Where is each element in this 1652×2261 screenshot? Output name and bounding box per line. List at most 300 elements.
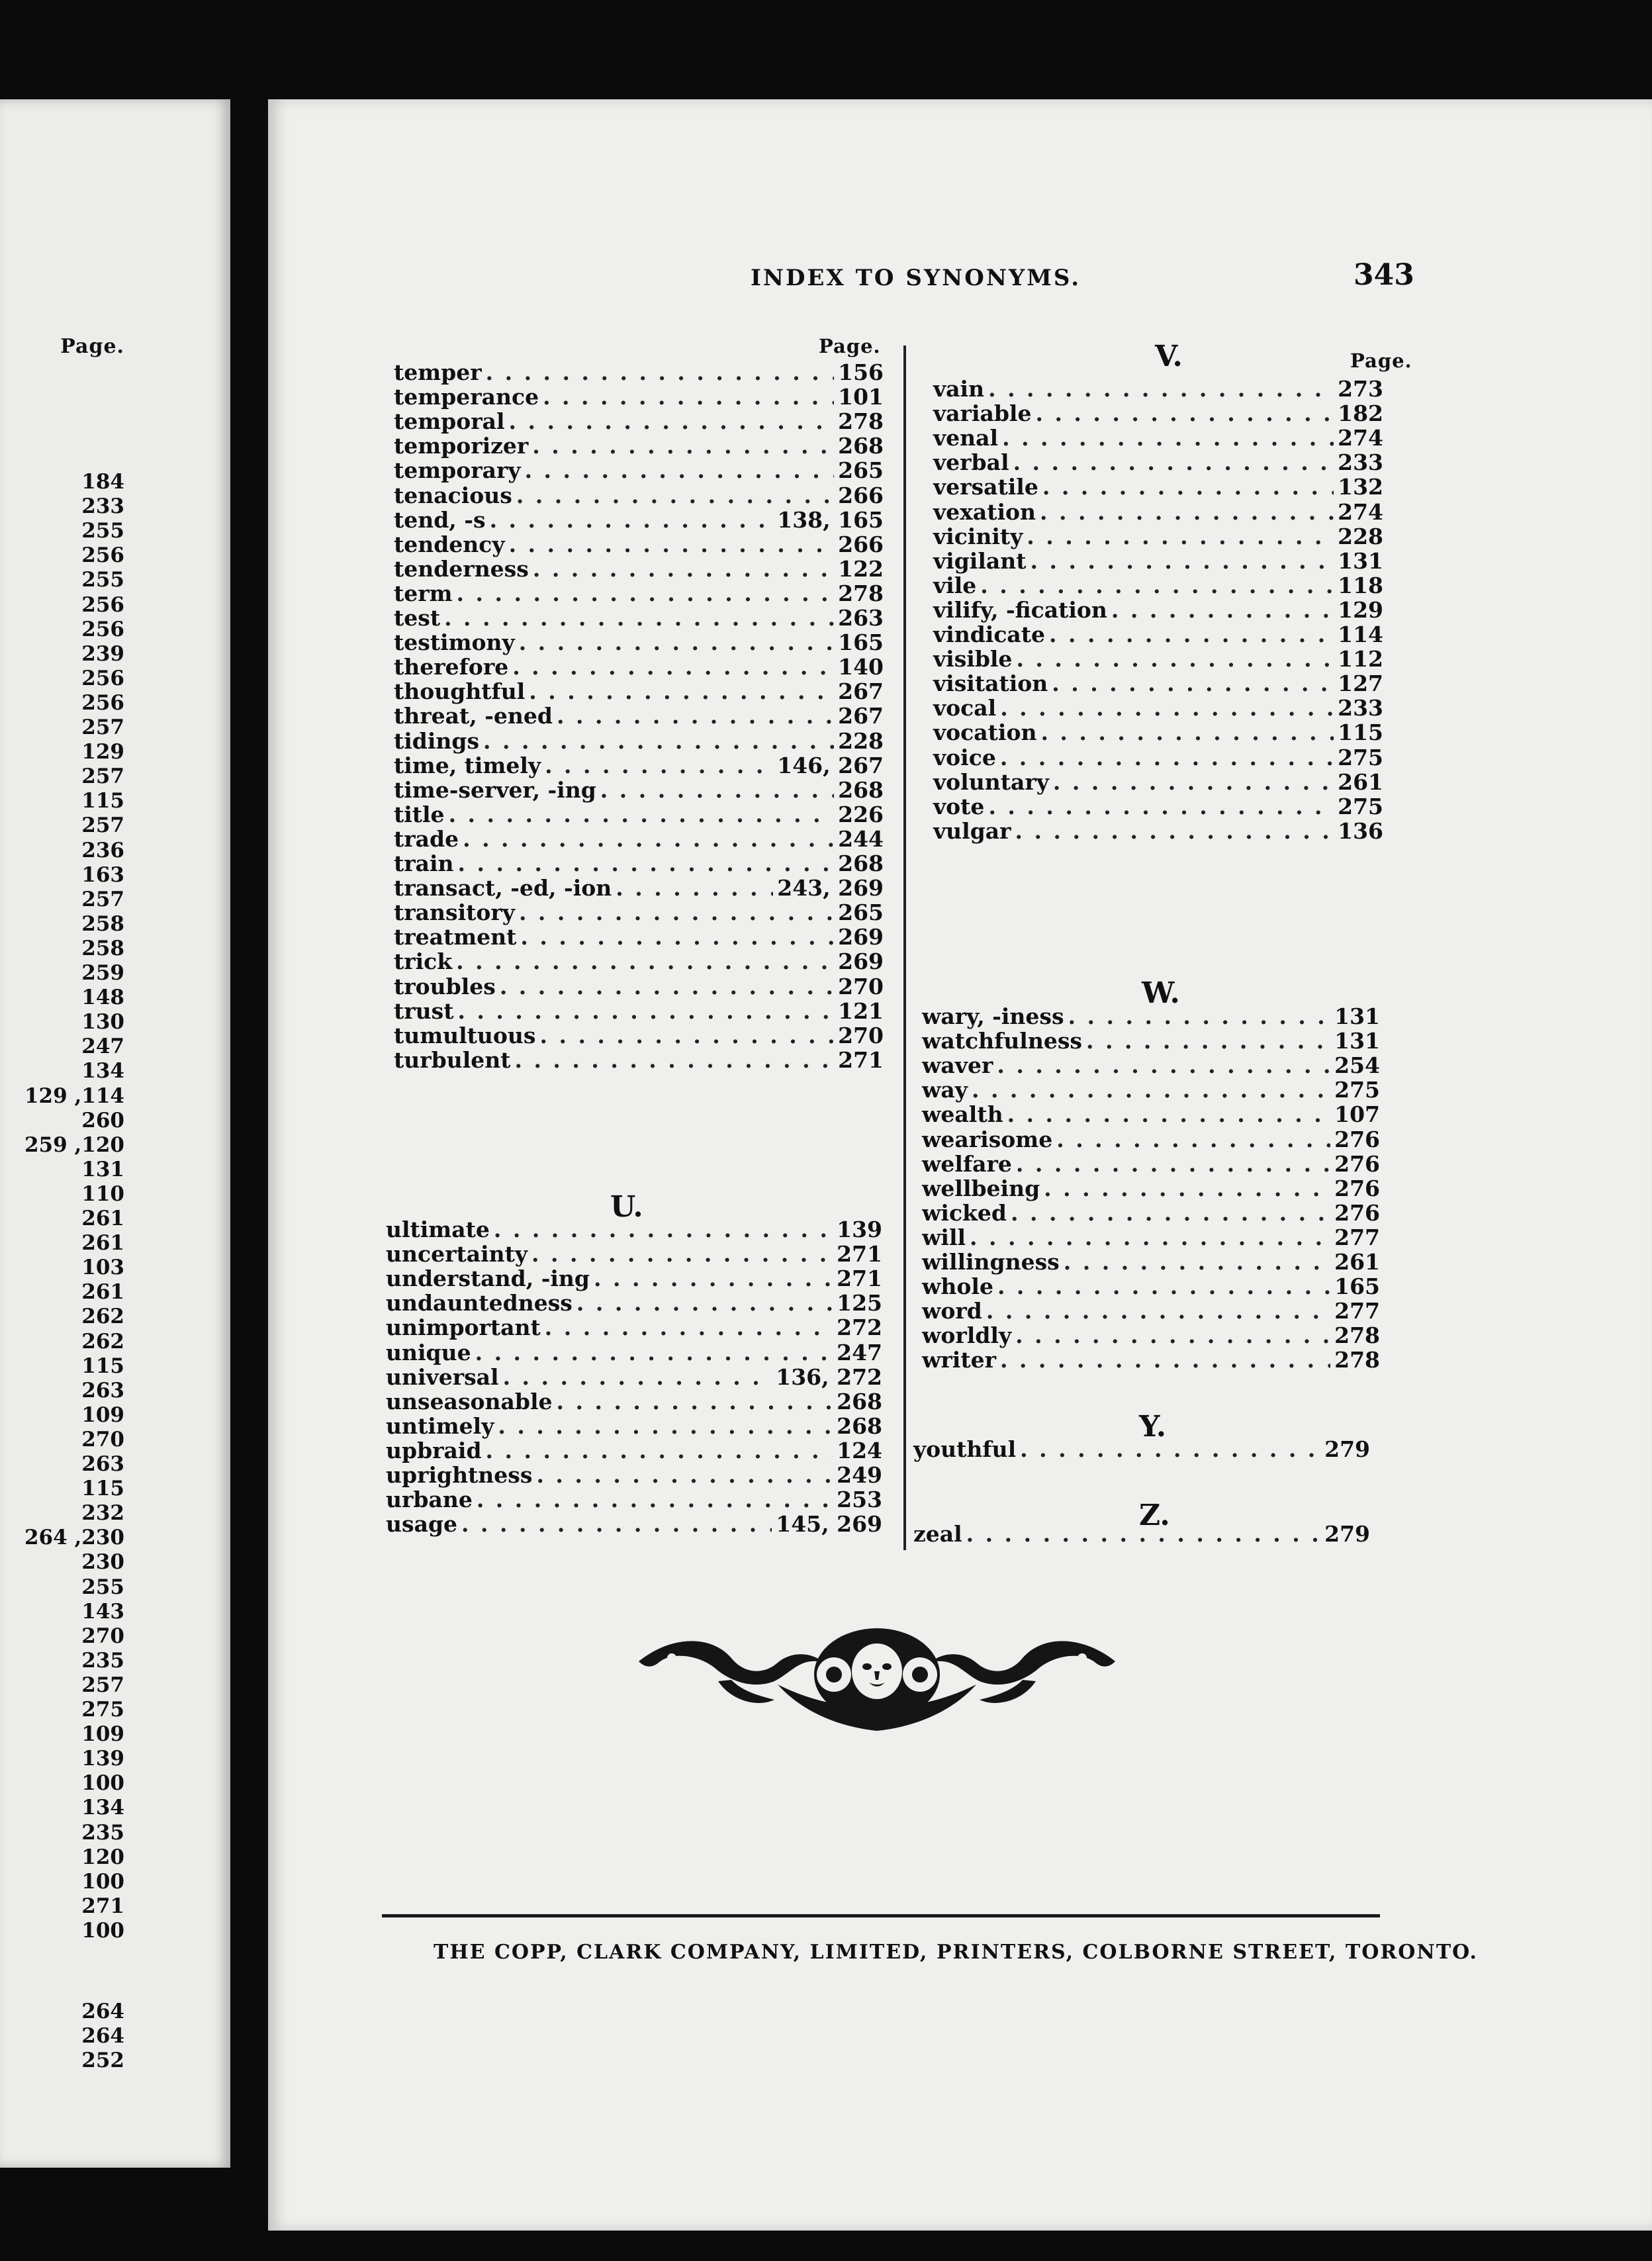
left-page-page-number: 256	[81, 592, 124, 617]
w-entry	[922, 1324, 1380, 1348]
index-term: vilify, -fication	[933, 596, 1107, 623]
dot-leader	[520, 925, 834, 949]
left-page-page-number: 256	[81, 543, 124, 568]
left-page-page-number: 258	[81, 936, 124, 960]
u-entry	[386, 1316, 882, 1340]
page-reference: 146, 267	[777, 752, 884, 778]
index-term: uprightness	[386, 1462, 533, 1488]
dot-leader	[1030, 549, 1334, 573]
page-reference: 272	[837, 1315, 882, 1341]
w-entry	[922, 1103, 1380, 1127]
left-page-page-number: 232	[81, 1501, 124, 1526]
page-reference: 247	[837, 1339, 882, 1365]
page-reference: 125	[837, 1290, 882, 1316]
dot-leader	[449, 803, 835, 827]
dot-leader	[600, 778, 834, 802]
page-reference: 276	[1334, 1150, 1380, 1177]
index-term: therefore	[394, 654, 509, 680]
dot-leader	[486, 1439, 833, 1463]
dot-leader	[543, 385, 834, 409]
dot-leader	[988, 377, 1334, 401]
page-reference: 276	[1334, 1126, 1380, 1152]
w-entry	[922, 1005, 1380, 1029]
t-entry	[394, 508, 884, 532]
v-entry	[933, 819, 1383, 843]
page-reference: 277	[1334, 1298, 1380, 1324]
w-entry	[922, 1299, 1380, 1323]
u-entry	[386, 1439, 882, 1463]
left-page-page-number: 255	[81, 568, 124, 592]
dot-leader	[1000, 1348, 1330, 1372]
v-entry	[933, 770, 1383, 794]
page-reference: 279	[1324, 1436, 1370, 1462]
footer-rule	[382, 1914, 1380, 1917]
t-entry	[394, 533, 884, 557]
page-reference: 138, 165	[777, 506, 884, 533]
dot-leader	[531, 1242, 833, 1266]
page-reference: 253	[837, 1487, 882, 1513]
index-term: will	[922, 1224, 966, 1250]
page-reference: 269	[838, 924, 884, 950]
index-term: unseasonable	[386, 1388, 553, 1414]
page-reference: 243, 269	[777, 875, 884, 901]
right-column-page-header: Page.	[1350, 349, 1412, 372]
dot-leader	[997, 1275, 1330, 1299]
index-term: vulgar	[933, 817, 1011, 844]
index-term: zeal	[913, 1521, 962, 1547]
left-page-page-number: 258	[81, 911, 124, 936]
index-term: unique	[386, 1339, 471, 1365]
index-term: time-server, -ing	[394, 776, 596, 803]
page-reference: 278	[838, 408, 884, 435]
u-entry	[386, 1218, 882, 1242]
previous-page	[0, 99, 230, 2168]
index-term: wary, -iness	[922, 1003, 1064, 1029]
index-term: welfare	[922, 1150, 1012, 1177]
left-page-page-number: 115	[81, 1354, 124, 1378]
left-page-page-number: 257	[81, 715, 124, 739]
index-term: tenderness	[394, 555, 529, 582]
index-term: venal	[933, 425, 999, 451]
left-page-page-number: 129	[81, 740, 124, 764]
dot-leader	[1035, 402, 1334, 426]
page-reference: 228	[838, 727, 884, 754]
dot-leader	[1086, 1029, 1330, 1053]
index-term: wellbeing	[922, 1175, 1040, 1201]
index-term: upbraid	[386, 1437, 482, 1463]
index-term: ultimate	[386, 1217, 490, 1242]
dot-leader	[532, 434, 834, 458]
left-page-page-number: 257	[81, 764, 124, 789]
page-reference: 275	[1338, 793, 1383, 819]
dot-leader	[1011, 1201, 1330, 1225]
t-entry	[394, 582, 884, 606]
u-entry	[386, 1414, 882, 1438]
index-term: wearisome	[922, 1126, 1053, 1152]
index-term: trade	[394, 825, 459, 852]
dot-leader	[1015, 1324, 1330, 1348]
z-entry	[913, 1522, 1370, 1546]
left-page-page-number: 257	[81, 1673, 124, 1697]
u-entry	[386, 1512, 882, 1536]
index-term: urbane	[386, 1487, 473, 1513]
left-page-page-number: 235	[81, 1820, 124, 1845]
index-term: tumultuous	[394, 1022, 536, 1048]
page-reference: 228	[1338, 523, 1383, 549]
dot-leader	[494, 1218, 833, 1242]
t-entry	[394, 1024, 884, 1048]
dot-leader	[972, 1078, 1330, 1102]
left-page-page-number: 256	[81, 617, 124, 641]
u-entry	[386, 1390, 882, 1414]
page-reference: 124	[837, 1437, 882, 1463]
left-page-page-number: 120	[81, 1845, 124, 1869]
dot-leader	[461, 1512, 772, 1536]
dot-leader	[545, 754, 773, 778]
index-term: thoughtful	[394, 678, 526, 705]
page-reference: 265	[838, 457, 884, 484]
left-page-page-number: 262	[81, 1305, 124, 1329]
page-reference: 279	[1324, 1521, 1370, 1547]
index-term: testimony	[394, 629, 515, 656]
dot-leader	[1020, 1438, 1320, 1461]
left-page-page-number: 230	[81, 1550, 124, 1575]
dot-leader	[1056, 1128, 1330, 1152]
section-heading-u: U.	[610, 1190, 643, 1224]
dot-leader	[533, 557, 834, 581]
dot-leader	[500, 975, 834, 999]
v-entry	[933, 574, 1383, 598]
left-page-page-number: 257	[81, 813, 124, 838]
dot-leader	[519, 631, 834, 655]
left-page-page-number: 256	[81, 690, 124, 715]
index-term: trick	[394, 948, 453, 975]
page-reference: 270	[838, 1022, 884, 1048]
dot-leader	[457, 582, 835, 606]
page-reference: 276	[1334, 1175, 1380, 1201]
index-term: temporizer	[394, 433, 529, 459]
left-page-page-number: 261	[81, 1280, 124, 1305]
left-page-page-number: 139	[81, 1747, 124, 1771]
index-term: universal	[386, 1363, 499, 1390]
left-page-page-number: 264	[81, 2024, 124, 2049]
left-page-page-number: 247	[81, 1035, 124, 1059]
left-page-page-number: 109	[81, 1403, 124, 1427]
index-term: vile	[933, 572, 977, 598]
page-reference: 268	[838, 851, 884, 876]
index-term: variable	[933, 400, 1032, 427]
left-page-page-number: 255	[81, 519, 124, 543]
index-term: vocation	[933, 719, 1037, 746]
index-term: voluntary	[933, 768, 1049, 795]
dot-leader	[545, 1316, 833, 1340]
page-reference: 226	[838, 801, 884, 827]
dot-leader	[966, 1522, 1320, 1546]
v-entry	[933, 402, 1383, 426]
index-term: youthful	[913, 1436, 1017, 1462]
left-column-page-header: Page.	[819, 335, 881, 357]
page-reference: 233	[1338, 449, 1383, 476]
v-entry	[933, 525, 1383, 549]
left-page-page-number: 163	[81, 862, 124, 887]
page-reference: 276	[1334, 1199, 1380, 1226]
t-entry	[394, 950, 884, 974]
dot-leader	[509, 533, 835, 557]
page-reference: 277	[1334, 1224, 1380, 1250]
t-entry	[394, 459, 884, 483]
left-page-page-number: 260	[81, 1108, 124, 1132]
page-reference: 261	[1334, 1249, 1380, 1275]
left-page-page-number: 262	[81, 1329, 124, 1354]
page-reference: 136	[1338, 817, 1383, 844]
index-term: understand, -ing	[386, 1266, 590, 1292]
dot-leader	[557, 704, 834, 728]
page-reference: 156	[838, 359, 884, 385]
v-entry	[933, 696, 1383, 720]
dot-leader	[477, 1488, 833, 1512]
left-page-page-number: 109	[81, 1722, 124, 1747]
index-term: wealth	[922, 1101, 1003, 1128]
page-reference: 118	[1338, 572, 1383, 598]
section-heading-z: Z.	[1139, 1499, 1170, 1532]
left-page-page-number: 261	[81, 1207, 124, 1230]
t-entry	[394, 778, 884, 802]
t-entry	[394, 729, 884, 753]
page-reference: 270	[838, 973, 884, 999]
index-term: undauntedness	[386, 1290, 573, 1316]
index-term: threat, -ened	[394, 703, 553, 729]
dot-leader	[1007, 1103, 1331, 1127]
index-term: usage	[386, 1511, 458, 1538]
left-page-page-number: 134	[81, 1796, 124, 1820]
v-entry	[933, 721, 1383, 745]
dot-leader	[525, 459, 835, 483]
v-entry	[933, 451, 1383, 475]
dot-leader	[616, 876, 773, 900]
dot-leader	[1000, 746, 1334, 770]
column-divider	[903, 346, 906, 1550]
page-reference: 129	[1338, 596, 1383, 623]
v-entry	[933, 598, 1383, 622]
index-term: watchfulness	[922, 1028, 1082, 1054]
page-reference: 132	[1338, 474, 1383, 500]
page-reference: 266	[838, 482, 884, 508]
dot-leader	[970, 1226, 1330, 1250]
dot-leader	[1068, 1005, 1331, 1029]
index-term: writer	[922, 1347, 996, 1373]
t-entry	[394, 852, 884, 876]
index-term: troubles	[394, 973, 496, 999]
index-term: vote	[933, 793, 985, 819]
page-reference: 182	[1338, 400, 1383, 427]
t-entry	[394, 876, 884, 900]
page-reference: 271	[837, 1266, 882, 1292]
dot-leader	[1042, 475, 1334, 499]
w-entry	[922, 1029, 1380, 1053]
t-entry	[394, 631, 884, 655]
t-entry	[394, 655, 884, 679]
left-page-page-number: 103	[81, 1256, 124, 1280]
left-page-page-number: 184	[81, 470, 124, 494]
t-entry	[394, 704, 884, 728]
printer-imprint: THE COPP, CLARK COMPANY, LIMITED, PRINTERS, COLBORNE STREET, TORONTO.	[434, 1941, 1478, 1964]
index-term: vain	[933, 376, 985, 402]
index-term: temporal	[394, 408, 505, 435]
index-term: turbulent	[394, 1046, 511, 1073]
v-entry	[933, 795, 1383, 819]
index-term: tendency	[394, 531, 505, 557]
dot-leader	[1027, 525, 1334, 549]
w-entry	[922, 1152, 1380, 1176]
dot-leader	[1000, 696, 1334, 720]
index-term: vicinity	[933, 523, 1023, 549]
page-number: 343	[1354, 258, 1414, 292]
page-reference: 278	[1334, 1322, 1380, 1349]
w-entry	[922, 1054, 1380, 1078]
page-reference: 275	[1338, 744, 1383, 770]
u-entry	[386, 1267, 882, 1291]
dot-leader	[1002, 426, 1334, 450]
v-entry	[933, 377, 1383, 401]
page-reference: 268	[838, 776, 884, 803]
page-reference: 268	[837, 1388, 882, 1414]
left-page-page-number: 115	[81, 1477, 124, 1501]
page-reference: 112	[1338, 646, 1383, 672]
left-page-page-number: 134	[81, 1059, 124, 1084]
dot-leader	[594, 1267, 833, 1291]
u-entry	[386, 1291, 882, 1315]
dot-leader	[519, 901, 834, 925]
t-entry	[394, 385, 884, 409]
page-reference: 127	[1338, 670, 1383, 697]
v-entry	[933, 549, 1383, 573]
index-term: unimportant	[386, 1315, 541, 1341]
page-reference: 140	[838, 654, 884, 680]
t-entry	[394, 410, 884, 434]
left-page-page-number: 271	[81, 1894, 124, 1918]
page-reference: 107	[1334, 1101, 1380, 1128]
page-reference: 275	[1334, 1077, 1380, 1103]
left-page-page-number: 239	[81, 641, 124, 666]
index-term: temporary	[394, 457, 521, 484]
dot-leader	[483, 729, 834, 753]
dot-leader	[458, 852, 835, 876]
dot-leader	[514, 1048, 834, 1072]
t-entry	[394, 901, 884, 925]
page-reference: 273	[1338, 376, 1383, 402]
dot-leader	[457, 999, 834, 1023]
left-page-page-number: 235	[81, 1648, 124, 1673]
page-reference: 271	[838, 1046, 884, 1073]
v-entry	[933, 623, 1383, 647]
index-term: test	[394, 605, 441, 631]
dot-leader	[1064, 1250, 1330, 1274]
index-term: temper	[394, 359, 482, 385]
left-page-page-number: 148	[81, 986, 124, 1010]
dot-leader	[1016, 647, 1334, 671]
dot-leader	[1040, 500, 1334, 524]
page-reference: 139	[837, 1217, 882, 1242]
section-heading-v: V.	[1155, 340, 1183, 373]
left-page-page-number: 259	[81, 961, 124, 985]
left-page-page-number: 110	[81, 1181, 124, 1206]
dot-leader	[1053, 770, 1334, 794]
dot-leader	[1016, 1152, 1330, 1176]
index-term: trust	[394, 997, 454, 1024]
left-page-page-number: 236	[81, 838, 124, 862]
left-page-page-number: 275	[81, 1698, 124, 1722]
u-entry	[386, 1488, 882, 1512]
u-entry	[386, 1341, 882, 1365]
index-term: voice	[933, 744, 996, 770]
page-reference: 244	[838, 825, 884, 852]
v-entry	[933, 672, 1383, 696]
page-reference: 131	[1334, 1003, 1380, 1029]
left-page-page-number: 115	[81, 789, 124, 813]
index-term: verbal	[933, 449, 1009, 476]
left-page-page-number: 264	[81, 2000, 124, 2023]
left-page-page-number: 100	[81, 1869, 124, 1894]
index-term: tenacious	[394, 482, 512, 508]
dot-leader	[576, 1291, 833, 1315]
index-term: whole	[922, 1273, 993, 1300]
left-page-header: Page.	[60, 335, 124, 358]
floral-scroll-ornament-icon	[632, 1622, 1122, 1734]
t-entry	[394, 803, 884, 827]
page-reference: 114	[1338, 622, 1383, 647]
dot-leader	[498, 1414, 833, 1438]
t-entry	[394, 754, 884, 778]
left-page-page-number: 263	[81, 1378, 124, 1403]
page-reference: 261	[1338, 768, 1383, 795]
index-term: vindicate	[933, 622, 1046, 647]
t-entry	[394, 557, 884, 581]
t-entry	[394, 606, 884, 630]
index-term: title	[394, 801, 445, 827]
dot-leader	[1015, 819, 1334, 843]
left-page-page-number: 257	[81, 887, 124, 911]
dot-leader	[1111, 598, 1334, 622]
left-page-page-number: 261	[81, 1231, 124, 1256]
page-reference: 274	[1338, 498, 1383, 525]
page-reference: 145, 269	[776, 1511, 882, 1538]
dot-leader	[988, 795, 1334, 819]
index-term: time, timely	[394, 752, 541, 778]
page-reference: 122	[838, 555, 884, 582]
t-entry	[394, 484, 884, 508]
left-page-page-number: 131	[81, 1157, 124, 1181]
page-reference: 268	[837, 1412, 882, 1439]
index-term: versatile	[933, 474, 1038, 500]
page-reference: 278	[838, 580, 884, 606]
section-heading-w: W.	[1142, 976, 1180, 1010]
page-reference: 233	[1338, 695, 1383, 721]
page-reference: 165	[838, 629, 884, 656]
t-entry	[394, 434, 884, 458]
t-entry	[394, 1048, 884, 1072]
index-term: tidings	[394, 727, 480, 754]
index-term: vexation	[933, 498, 1036, 525]
index-term: willingness	[922, 1249, 1060, 1275]
section-heading-y: Y.	[1139, 1410, 1167, 1444]
dot-leader	[509, 410, 835, 434]
left-page-page-number: 252	[81, 2049, 124, 2073]
left-page-page-number: 263	[81, 1452, 124, 1476]
t-entry	[394, 827, 884, 851]
page-reference: 271	[837, 1241, 882, 1268]
page-reference: 131	[1334, 1028, 1380, 1054]
page-reference: 165	[1334, 1273, 1380, 1300]
